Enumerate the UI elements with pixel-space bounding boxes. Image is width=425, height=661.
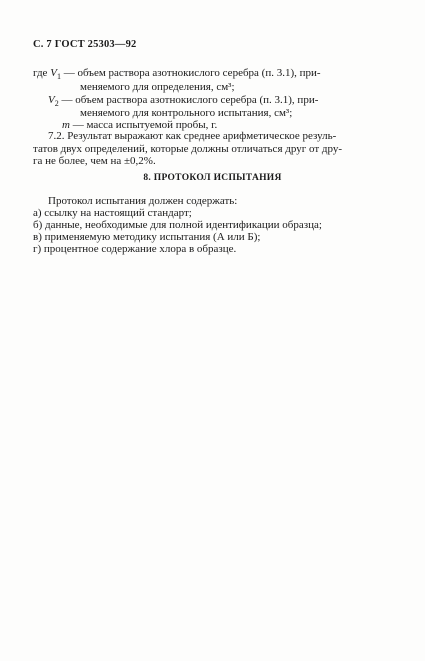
legend-v2-line2: меняемого для контрольного испытания, см³; xyxy=(80,107,293,119)
legend-m-text: — масса испытуемой пробы, г. xyxy=(72,119,218,131)
symbol-v2: $V_2$ xyxy=(48,94,59,109)
list-item: г) процентное содержание хлора в образце. xyxy=(33,243,237,255)
page-header: С. 7 ГОСТ 25303—92 xyxy=(33,39,137,50)
section-7-2-line3: га не более, чем на ±0,2%. xyxy=(33,155,156,167)
legend-v2-text: — объем раствора азотнокислого серебра (п. 3.1), при- xyxy=(61,94,319,106)
symbol-v1: $V_1$ xyxy=(50,67,61,82)
section-8-intro: Протокол испытания должен содержать: xyxy=(48,195,238,207)
list-item: а) ссылку на настоящий стандарт; xyxy=(33,207,192,219)
list-item: в) применяемую методику испытания (А или Б); xyxy=(33,231,261,243)
section-8-heading: 8. ПРОТОКОЛ ИСПЫТАНИЯ xyxy=(143,173,282,183)
symbol-m: m xyxy=(62,119,70,131)
legend-v1-line2: меняемого для определения, см³; xyxy=(80,81,235,93)
section-7-2-line2: татов двух определений, которые должны отличаться друг от дру- xyxy=(33,143,342,155)
legend-v1-text: — объем раствора азотнокислого серебра (п. 3.1), при- xyxy=(63,67,321,79)
legend-lead: где xyxy=(33,67,48,79)
list-item: б) данные, необходимые для полной идентификации образца; xyxy=(33,219,322,231)
section-7-2-line1: 7.2. Результат выражают как среднее арифметическое резуль- xyxy=(48,130,337,142)
